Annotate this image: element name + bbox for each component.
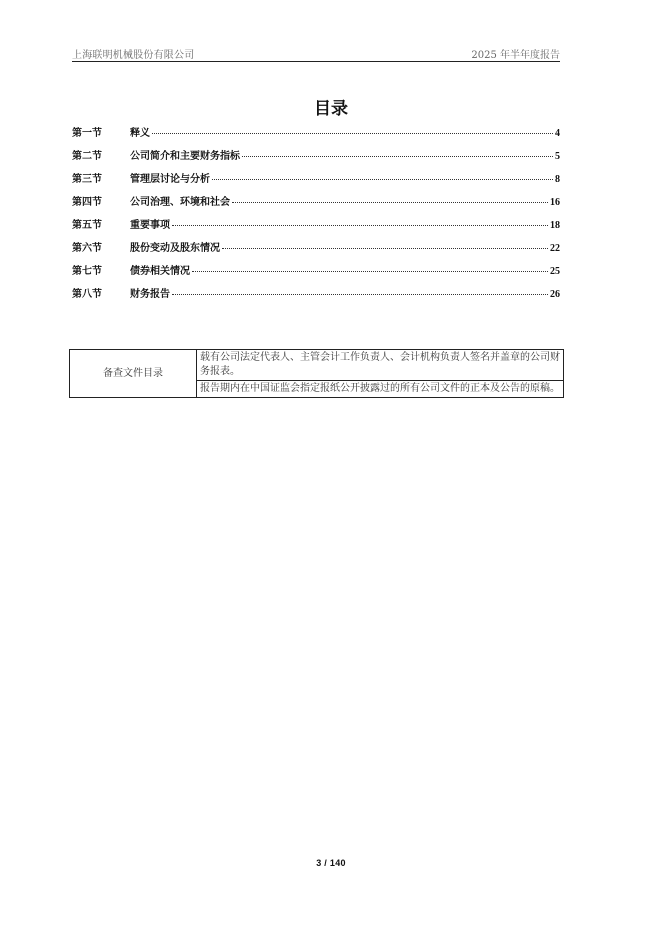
toc-page-number: 18 bbox=[550, 220, 560, 231]
reference-document-item: 载有公司法定代表人、主管会计工作负责人、会计机构负责人签名并盖章的公司财务报表。 bbox=[197, 350, 564, 381]
page-footer bbox=[0, 858, 662, 868]
page-title: 目录 bbox=[314, 99, 348, 119]
toc-entry[interactable] bbox=[72, 239, 560, 262]
toc-section-title: 债券相关情况 bbox=[130, 266, 190, 277]
toc-dot-leader bbox=[192, 271, 548, 272]
table-row bbox=[70, 350, 564, 381]
toc-entry[interactable] bbox=[72, 285, 560, 308]
toc-entry[interactable] bbox=[72, 124, 560, 147]
toc-section-number: 第一节 bbox=[72, 128, 102, 139]
toc-dot-leader bbox=[232, 202, 548, 203]
toc-section-title: 管理层讨论与分析 bbox=[130, 174, 210, 185]
toc-section-number: 第八节 bbox=[72, 289, 102, 300]
toc-section-number: 第四节 bbox=[72, 197, 102, 208]
toc-entry[interactable] bbox=[72, 193, 560, 216]
toc-section-number: 第五节 bbox=[72, 220, 102, 231]
toc-section-title: 释义 bbox=[130, 128, 150, 139]
toc-dot-leader bbox=[152, 133, 553, 134]
toc-section-number: 第二节 bbox=[72, 151, 102, 162]
page-number: 3 / 140 bbox=[316, 858, 346, 868]
header-company-name: 上海联明机械股份有限公司 bbox=[72, 50, 195, 61]
table-of-contents bbox=[72, 124, 560, 308]
toc-entry[interactable] bbox=[72, 216, 560, 239]
toc-page-number: 25 bbox=[550, 266, 560, 277]
toc-entry[interactable] bbox=[72, 147, 560, 170]
reference-document-item: 报告期内在中国证监会指定报纸公开披露过的所有公司文件的正本及公告的原稿。 bbox=[197, 381, 564, 398]
toc-section-title: 股份变动及股东情况 bbox=[130, 243, 220, 254]
toc-section-title: 重要事项 bbox=[130, 220, 170, 231]
toc-section-title: 公司治理、环境和社会 bbox=[130, 197, 230, 208]
toc-entry[interactable] bbox=[72, 262, 560, 285]
toc-dot-leader bbox=[212, 179, 553, 180]
page-header bbox=[72, 44, 560, 62]
toc-page-number: 22 bbox=[550, 243, 560, 254]
toc-section-number: 第三节 bbox=[72, 174, 102, 185]
toc-page-number: 26 bbox=[550, 289, 560, 300]
toc-entry[interactable] bbox=[72, 170, 560, 193]
toc-dot-leader bbox=[242, 156, 553, 157]
toc-page-number: 16 bbox=[550, 197, 560, 208]
reference-documents-label: 备查文件目录 bbox=[70, 350, 197, 398]
header-report-name: 2025 年半年度报告 bbox=[471, 50, 560, 61]
toc-page-number: 8 bbox=[555, 174, 560, 185]
toc-dot-leader bbox=[172, 294, 548, 295]
toc-section-number: 第七节 bbox=[72, 266, 102, 277]
toc-page-number: 5 bbox=[555, 151, 560, 162]
toc-section-number: 第六节 bbox=[72, 243, 102, 254]
toc-section-title: 财务报告 bbox=[130, 289, 170, 300]
toc-dot-leader bbox=[222, 248, 548, 249]
toc-page-number: 4 bbox=[555, 128, 560, 139]
toc-dot-leader bbox=[172, 225, 548, 226]
toc-section-title: 公司简介和主要财务指标 bbox=[130, 151, 240, 162]
reference-documents-table bbox=[69, 349, 564, 398]
